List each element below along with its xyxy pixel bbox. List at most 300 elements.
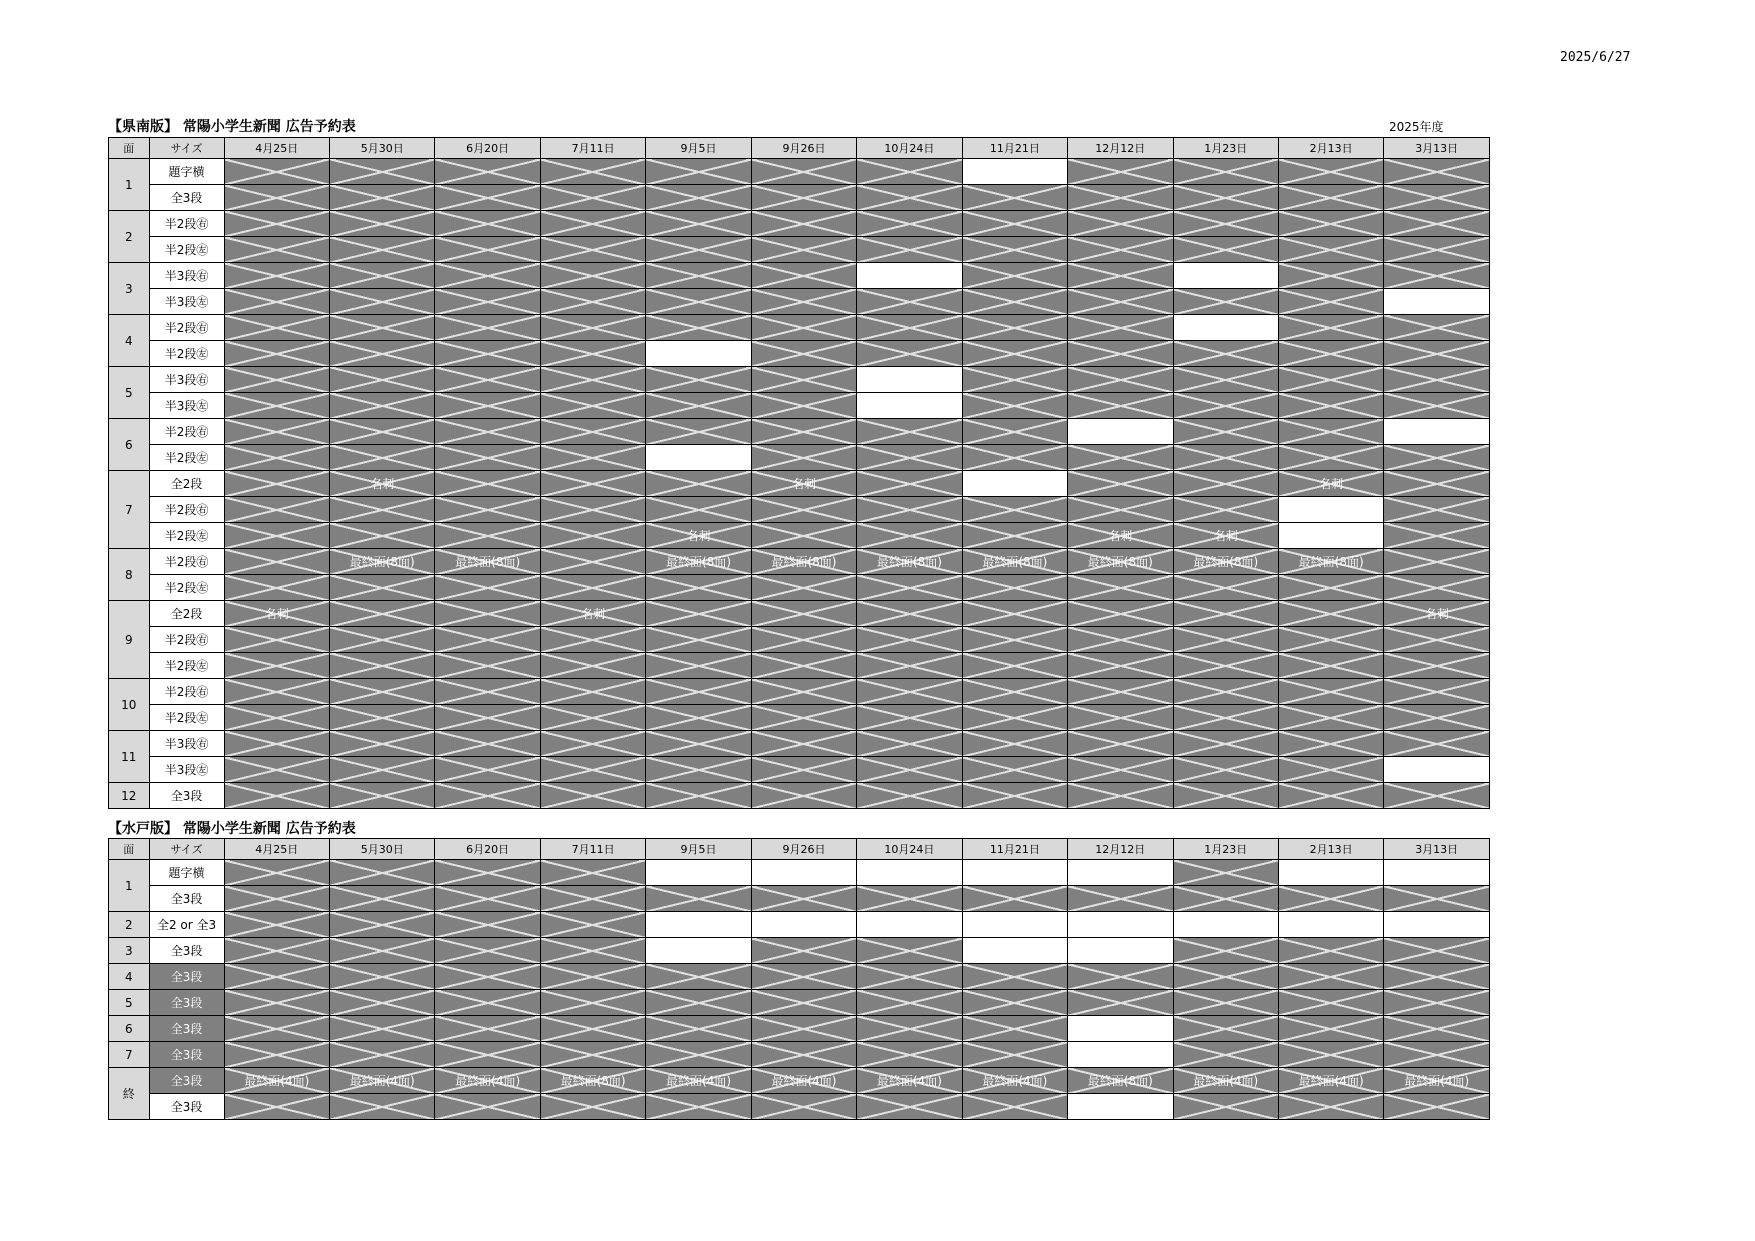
booked-slot[interactable] [1278, 783, 1383, 809]
booked-slot[interactable] [751, 601, 856, 627]
booked-slot[interactable] [224, 679, 329, 705]
booked-slot[interactable] [435, 315, 540, 341]
booked-slot[interactable] [330, 393, 435, 419]
booked-slot[interactable] [857, 783, 962, 809]
booked-slot[interactable] [1173, 497, 1278, 523]
booked-slot[interactable] [435, 679, 540, 705]
booked-slot[interactable] [224, 886, 329, 912]
open-slot[interactable] [646, 938, 751, 964]
booked-slot[interactable] [224, 549, 329, 575]
booked-slot[interactable] [646, 471, 751, 497]
booked-slot[interactable] [857, 523, 962, 549]
booked-slot[interactable] [1278, 653, 1383, 679]
booked-slot[interactable] [751, 964, 856, 990]
booked-slot[interactable] [646, 886, 751, 912]
booked-slot[interactable] [1278, 679, 1383, 705]
booked-slot[interactable] [540, 912, 645, 938]
booked-slot[interactable] [1384, 1042, 1490, 1068]
booked-slot[interactable] [1173, 886, 1278, 912]
booked-slot[interactable] [330, 263, 435, 289]
booked-slot[interactable] [224, 1042, 329, 1068]
open-slot[interactable] [1278, 497, 1383, 523]
booked-slot[interactable] [330, 315, 435, 341]
booked-slot[interactable]: 最終面(8面) [540, 1068, 645, 1094]
booked-slot[interactable] [646, 679, 751, 705]
booked-slot[interactable]: 名刺 [751, 471, 856, 497]
booked-slot[interactable] [751, 159, 856, 185]
booked-slot[interactable] [751, 497, 856, 523]
booked-slot[interactable] [1278, 627, 1383, 653]
booked-slot[interactable] [962, 601, 1067, 627]
booked-slot[interactable] [330, 783, 435, 809]
booked-slot[interactable] [1278, 964, 1383, 990]
booked-slot[interactable] [646, 211, 751, 237]
booked-slot[interactable] [751, 575, 856, 601]
booked-slot[interactable] [962, 445, 1067, 471]
booked-slot[interactable] [1068, 211, 1173, 237]
booked-slot[interactable] [224, 419, 329, 445]
booked-slot[interactable] [540, 990, 645, 1016]
booked-slot[interactable] [330, 575, 435, 601]
booked-slot[interactable] [751, 367, 856, 393]
booked-slot[interactable] [224, 912, 329, 938]
booked-slot[interactable] [962, 575, 1067, 601]
booked-slot[interactable] [330, 289, 435, 315]
booked-slot[interactable] [1173, 367, 1278, 393]
booked-slot[interactable] [646, 393, 751, 419]
open-slot[interactable] [1068, 860, 1173, 886]
booked-slot[interactable] [857, 237, 962, 263]
booked-slot[interactable] [646, 627, 751, 653]
booked-slot[interactable] [1278, 757, 1383, 783]
booked-slot[interactable] [1278, 1042, 1383, 1068]
booked-slot[interactable] [962, 990, 1067, 1016]
booked-slot[interactable] [435, 653, 540, 679]
booked-slot[interactable] [1278, 575, 1383, 601]
booked-slot[interactable] [1173, 185, 1278, 211]
booked-slot[interactable] [646, 705, 751, 731]
booked-slot[interactable] [1278, 445, 1383, 471]
booked-slot[interactable] [435, 912, 540, 938]
booked-slot[interactable]: 最終面(4面) [1278, 1068, 1383, 1094]
booked-slot[interactable]: 最終面(4面) [224, 1068, 329, 1094]
booked-slot[interactable] [1068, 757, 1173, 783]
booked-slot[interactable] [330, 912, 435, 938]
booked-slot[interactable] [330, 211, 435, 237]
booked-slot[interactable] [1384, 315, 1490, 341]
booked-slot[interactable] [1278, 1016, 1383, 1042]
booked-slot[interactable] [330, 1042, 435, 1068]
booked-slot[interactable] [1278, 990, 1383, 1016]
booked-slot[interactable] [224, 393, 329, 419]
booked-slot[interactable] [224, 367, 329, 393]
booked-slot[interactable] [435, 731, 540, 757]
booked-slot[interactable] [435, 964, 540, 990]
booked-slot[interactable] [435, 523, 540, 549]
booked-slot[interactable] [1068, 886, 1173, 912]
booked-slot[interactable] [1068, 575, 1173, 601]
booked-slot[interactable]: 名刺 [646, 523, 751, 549]
booked-slot[interactable] [857, 159, 962, 185]
booked-slot[interactable] [1173, 783, 1278, 809]
booked-slot[interactable] [751, 263, 856, 289]
booked-slot[interactable] [646, 497, 751, 523]
booked-slot[interactable] [1068, 783, 1173, 809]
booked-slot[interactable] [540, 938, 645, 964]
booked-slot[interactable] [751, 1094, 856, 1120]
booked-slot[interactable]: 最終面(8面) [330, 549, 435, 575]
open-slot[interactable] [962, 912, 1067, 938]
open-slot[interactable] [962, 471, 1067, 497]
booked-slot[interactable]: 名刺 [330, 471, 435, 497]
booked-slot[interactable] [1173, 445, 1278, 471]
open-slot[interactable] [857, 393, 962, 419]
booked-slot[interactable] [857, 731, 962, 757]
booked-slot[interactable] [435, 497, 540, 523]
booked-slot[interactable] [224, 627, 329, 653]
open-slot[interactable] [1068, 938, 1173, 964]
booked-slot[interactable] [857, 964, 962, 990]
booked-slot[interactable] [1068, 237, 1173, 263]
booked-slot[interactable] [1173, 731, 1278, 757]
booked-slot[interactable] [224, 653, 329, 679]
open-slot[interactable] [1068, 912, 1173, 938]
booked-slot[interactable] [330, 731, 435, 757]
booked-slot[interactable] [1384, 964, 1490, 990]
booked-slot[interactable] [540, 263, 645, 289]
booked-slot[interactable] [1068, 315, 1173, 341]
booked-slot[interactable] [330, 627, 435, 653]
booked-slot[interactable] [751, 211, 856, 237]
booked-slot[interactable] [751, 757, 856, 783]
booked-slot[interactable] [751, 393, 856, 419]
booked-slot[interactable] [751, 783, 856, 809]
booked-slot[interactable] [962, 237, 1067, 263]
booked-slot[interactable] [751, 731, 856, 757]
booked-slot[interactable] [1278, 419, 1383, 445]
booked-slot[interactable] [330, 497, 435, 523]
open-slot[interactable] [857, 263, 962, 289]
booked-slot[interactable] [1173, 679, 1278, 705]
booked-slot[interactable]: 最終面(8面) [435, 549, 540, 575]
booked-slot[interactable] [224, 341, 329, 367]
open-slot[interactable] [1384, 419, 1490, 445]
booked-slot[interactable] [751, 185, 856, 211]
open-slot[interactable] [857, 860, 962, 886]
open-slot[interactable] [1173, 315, 1278, 341]
booked-slot[interactable] [224, 1016, 329, 1042]
booked-slot[interactable]: 最終面(8面) [1278, 549, 1383, 575]
booked-slot[interactable] [751, 523, 856, 549]
booked-slot[interactable] [1173, 471, 1278, 497]
booked-slot[interactable] [1068, 159, 1173, 185]
booked-slot[interactable] [330, 964, 435, 990]
booked-slot[interactable] [540, 367, 645, 393]
booked-slot[interactable] [1384, 1016, 1490, 1042]
booked-slot[interactable] [540, 523, 645, 549]
booked-slot[interactable] [435, 185, 540, 211]
booked-slot[interactable] [435, 1094, 540, 1120]
booked-slot[interactable] [224, 757, 329, 783]
booked-slot[interactable] [1384, 393, 1490, 419]
booked-slot[interactable] [857, 575, 962, 601]
booked-slot[interactable] [646, 263, 751, 289]
booked-slot[interactable]: 名刺 [1384, 601, 1490, 627]
booked-slot[interactable] [962, 1094, 1067, 1120]
open-slot[interactable] [646, 445, 751, 471]
booked-slot[interactable] [540, 964, 645, 990]
booked-slot[interactable] [435, 367, 540, 393]
booked-slot[interactable] [1173, 575, 1278, 601]
booked-slot[interactable] [1384, 471, 1490, 497]
booked-slot[interactable] [1384, 159, 1490, 185]
open-slot[interactable] [962, 159, 1067, 185]
booked-slot[interactable] [540, 497, 645, 523]
booked-slot[interactable] [1068, 471, 1173, 497]
booked-slot[interactable] [857, 419, 962, 445]
booked-slot[interactable] [962, 393, 1067, 419]
open-slot[interactable] [1384, 289, 1490, 315]
booked-slot[interactable]: 最終面(4面) [1173, 1068, 1278, 1094]
booked-slot[interactable] [646, 185, 751, 211]
booked-slot[interactable] [330, 860, 435, 886]
booked-slot[interactable] [1278, 367, 1383, 393]
booked-slot[interactable] [1384, 627, 1490, 653]
booked-slot[interactable] [751, 627, 856, 653]
booked-slot[interactable] [962, 679, 1067, 705]
booked-slot[interactable]: 名刺 [1278, 471, 1383, 497]
booked-slot[interactable] [857, 757, 962, 783]
booked-slot[interactable] [1173, 1016, 1278, 1042]
open-slot[interactable] [1173, 912, 1278, 938]
booked-slot[interactable] [330, 938, 435, 964]
open-slot[interactable] [857, 912, 962, 938]
booked-slot[interactable] [751, 938, 856, 964]
booked-slot[interactable] [646, 757, 751, 783]
booked-slot[interactable] [857, 341, 962, 367]
booked-slot[interactable] [1068, 731, 1173, 757]
booked-slot[interactable]: 最終面(4面) [857, 1068, 962, 1094]
booked-slot[interactable] [1384, 445, 1490, 471]
booked-slot[interactable] [751, 419, 856, 445]
booked-slot[interactable] [1278, 393, 1383, 419]
booked-slot[interactable] [962, 523, 1067, 549]
booked-slot[interactable]: 最終面(4面) [962, 1068, 1067, 1094]
booked-slot[interactable] [224, 860, 329, 886]
open-slot[interactable] [646, 860, 751, 886]
booked-slot[interactable] [857, 211, 962, 237]
booked-slot[interactable] [857, 445, 962, 471]
booked-slot[interactable] [962, 289, 1067, 315]
booked-slot[interactable] [1173, 601, 1278, 627]
booked-slot[interactable] [1384, 1094, 1490, 1120]
booked-slot[interactable]: 最終面(8面) [962, 549, 1067, 575]
booked-slot[interactable] [1384, 549, 1490, 575]
booked-slot[interactable] [224, 705, 329, 731]
booked-slot[interactable] [540, 679, 645, 705]
booked-slot[interactable] [540, 575, 645, 601]
booked-slot[interactable] [1068, 367, 1173, 393]
open-slot[interactable] [751, 912, 856, 938]
booked-slot[interactable] [540, 185, 645, 211]
booked-slot[interactable] [962, 731, 1067, 757]
booked-slot[interactable] [330, 1016, 435, 1042]
booked-slot[interactable] [330, 445, 435, 471]
booked-slot[interactable] [857, 679, 962, 705]
booked-slot[interactable] [1278, 601, 1383, 627]
booked-slot[interactable] [1173, 627, 1278, 653]
booked-slot[interactable] [224, 211, 329, 237]
open-slot[interactable] [962, 938, 1067, 964]
booked-slot[interactable] [751, 1016, 856, 1042]
booked-slot[interactable] [330, 419, 435, 445]
booked-slot[interactable] [1068, 289, 1173, 315]
booked-slot[interactable] [224, 731, 329, 757]
booked-slot[interactable] [857, 886, 962, 912]
booked-slot[interactable] [435, 938, 540, 964]
booked-slot[interactable] [646, 367, 751, 393]
booked-slot[interactable] [1173, 341, 1278, 367]
booked-slot[interactable] [1384, 653, 1490, 679]
booked-slot[interactable]: 最終面(4面) [1384, 1068, 1490, 1094]
booked-slot[interactable] [751, 237, 856, 263]
booked-slot[interactable] [224, 263, 329, 289]
open-slot[interactable] [1384, 912, 1490, 938]
booked-slot[interactable] [751, 289, 856, 315]
booked-slot[interactable] [1384, 367, 1490, 393]
open-slot[interactable] [857, 367, 962, 393]
booked-slot[interactable] [646, 653, 751, 679]
booked-slot[interactable] [857, 653, 962, 679]
booked-slot[interactable] [962, 315, 1067, 341]
open-slot[interactable] [962, 860, 1067, 886]
booked-slot[interactable]: 最終面(8面) [1173, 549, 1278, 575]
open-slot[interactable] [1278, 523, 1383, 549]
booked-slot[interactable] [540, 419, 645, 445]
booked-slot[interactable]: 名刺 [1068, 523, 1173, 549]
booked-slot[interactable] [540, 783, 645, 809]
booked-slot[interactable] [1278, 289, 1383, 315]
booked-slot[interactable] [1384, 237, 1490, 263]
booked-slot[interactable]: 名刺 [224, 601, 329, 627]
booked-slot[interactable] [330, 757, 435, 783]
booked-slot[interactable] [1278, 938, 1383, 964]
booked-slot[interactable] [435, 627, 540, 653]
booked-slot[interactable] [646, 237, 751, 263]
booked-slot[interactable] [224, 289, 329, 315]
booked-slot[interactable] [540, 886, 645, 912]
booked-slot[interactable] [435, 860, 540, 886]
booked-slot[interactable] [540, 471, 645, 497]
booked-slot[interactable] [646, 783, 751, 809]
booked-slot[interactable] [540, 731, 645, 757]
open-slot[interactable] [646, 341, 751, 367]
booked-slot[interactable] [1384, 990, 1490, 1016]
booked-slot[interactable]: 最終面(4面) [435, 1068, 540, 1094]
booked-slot[interactable] [962, 886, 1067, 912]
booked-slot[interactable] [1278, 237, 1383, 263]
booked-slot[interactable] [1278, 263, 1383, 289]
booked-slot[interactable] [1068, 705, 1173, 731]
booked-slot[interactable] [1173, 159, 1278, 185]
booked-slot[interactable] [540, 653, 645, 679]
booked-slot[interactable] [1173, 237, 1278, 263]
booked-slot[interactable] [1384, 497, 1490, 523]
booked-slot[interactable] [540, 1094, 645, 1120]
booked-slot[interactable] [962, 1042, 1067, 1068]
booked-slot[interactable] [540, 705, 645, 731]
open-slot[interactable] [646, 912, 751, 938]
booked-slot[interactable] [224, 445, 329, 471]
booked-slot[interactable] [857, 990, 962, 1016]
booked-slot[interactable] [330, 679, 435, 705]
booked-slot[interactable] [646, 289, 751, 315]
booked-slot[interactable] [224, 497, 329, 523]
booked-slot[interactable]: 最終面(8面) [1068, 1068, 1173, 1094]
booked-slot[interactable] [540, 1042, 645, 1068]
booked-slot[interactable] [962, 263, 1067, 289]
open-slot[interactable] [1173, 263, 1278, 289]
booked-slot[interactable] [540, 315, 645, 341]
open-slot[interactable] [1384, 860, 1490, 886]
booked-slot[interactable] [1384, 705, 1490, 731]
booked-slot[interactable]: 最終面(8面) [1068, 549, 1173, 575]
booked-slot[interactable] [224, 783, 329, 809]
booked-slot[interactable]: 名刺 [1173, 523, 1278, 549]
booked-slot[interactable] [857, 1016, 962, 1042]
booked-slot[interactable] [857, 938, 962, 964]
booked-slot[interactable] [857, 1042, 962, 1068]
booked-slot[interactable] [330, 705, 435, 731]
booked-slot[interactable] [435, 159, 540, 185]
open-slot[interactable] [751, 860, 856, 886]
booked-slot[interactable] [646, 990, 751, 1016]
booked-slot[interactable] [857, 705, 962, 731]
booked-slot[interactable] [1068, 990, 1173, 1016]
booked-slot[interactable] [1173, 938, 1278, 964]
open-slot[interactable] [1068, 1042, 1173, 1068]
booked-slot[interactable] [1384, 783, 1490, 809]
booked-slot[interactable] [435, 575, 540, 601]
booked-slot[interactable] [435, 419, 540, 445]
booked-slot[interactable] [1173, 860, 1278, 886]
booked-slot[interactable] [540, 860, 645, 886]
booked-slot[interactable] [962, 419, 1067, 445]
booked-slot[interactable] [646, 1094, 751, 1120]
booked-slot[interactable] [1173, 653, 1278, 679]
booked-slot[interactable] [962, 211, 1067, 237]
booked-slot[interactable] [435, 783, 540, 809]
booked-slot[interactable] [435, 1042, 540, 1068]
booked-slot[interactable] [540, 549, 645, 575]
booked-slot[interactable]: 最終面(8面) [751, 549, 856, 575]
booked-slot[interactable] [540, 237, 645, 263]
booked-slot[interactable] [857, 497, 962, 523]
booked-slot[interactable] [435, 1016, 540, 1042]
booked-slot[interactable] [751, 1042, 856, 1068]
booked-slot[interactable] [646, 1042, 751, 1068]
booked-slot[interactable] [1173, 1094, 1278, 1120]
booked-slot[interactable] [435, 886, 540, 912]
booked-slot[interactable] [330, 990, 435, 1016]
booked-slot[interactable] [540, 341, 645, 367]
booked-slot[interactable] [646, 315, 751, 341]
booked-slot[interactable] [435, 289, 540, 315]
booked-slot[interactable] [857, 627, 962, 653]
booked-slot[interactable] [751, 886, 856, 912]
booked-slot[interactable] [857, 601, 962, 627]
booked-slot[interactable] [646, 1016, 751, 1042]
